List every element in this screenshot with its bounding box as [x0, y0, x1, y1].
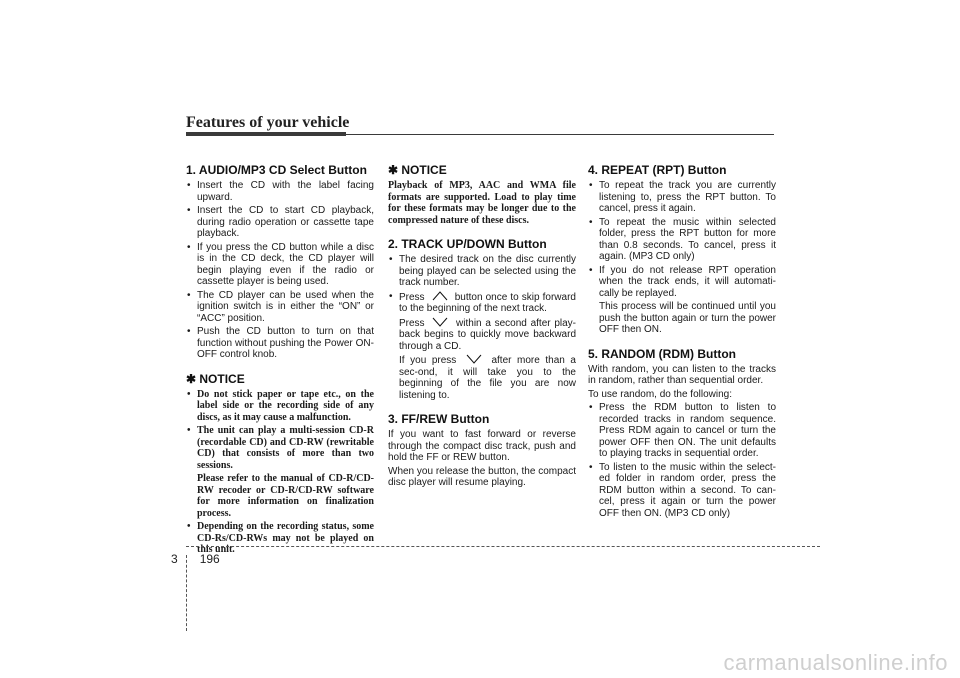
list-item: • To repeat the music within selected folder, press the RPT button for more than 0.8 seconds. To cancel, press it again. (MP3 CD only)	[588, 217, 776, 263]
repeat-list	[588, 180, 776, 336]
list-item	[186, 521, 374, 556]
ff-rew-paragraph: When you release the button, the compact disc player will resume playing.	[388, 465, 576, 488]
section-title-track: 2. TRACK UP/DOWN Button	[388, 237, 547, 251]
notice-list	[186, 389, 374, 556]
random-list	[588, 402, 776, 519]
sub-paragraph	[399, 354, 576, 401]
chapter-number: 3	[171, 552, 178, 566]
section-title-repeat: 4. REPEAT (RPT) Button	[588, 163, 727, 177]
column-3	[588, 163, 776, 521]
chevron-down-icon	[465, 354, 483, 364]
watermark: carmanualsonline.info	[723, 650, 948, 675]
section-title-audio-mp3: 1. AUDIO/MP3 CD Select Button	[186, 163, 367, 177]
notice-text: Playback of MP3, AAC and WMA file formats are supported. Load to play time for these formats may be longer due to the compressed nature of these discs.	[388, 180, 576, 226]
list-item	[186, 389, 374, 424]
text-segment: button once to skip forward to the beginning of the next track.	[399, 291, 576, 314]
list-item: • Insert the CD to start CD playback, during radio operation or cassette tape playback.	[186, 205, 374, 240]
list-item-extra: This process will be continued until you push the button again or turn the power OFF then ON.	[599, 301, 776, 335]
chevron-down-icon	[431, 317, 449, 327]
notice-block	[388, 180, 576, 226]
notice-item-extra: Please refer to the manual of CD-R/CD-RW recoder or CD-R/CD-RW software for more information on finalization process.	[197, 473, 374, 519]
header-bar	[186, 132, 346, 136]
list-item: • Press the RDM button to listen to recorded tracks in random sequence. Press RDM again to cancel or turn the power OFF then ON. The unit defaults to playing tracks in sequential order.	[588, 402, 776, 460]
list-item: • To listen to the music within the select-ed folder in random order, press the RDM button within a second. To can-cel, press it again or turn the power OFF then ON. (MP3 CD only)	[588, 462, 776, 520]
list-item	[588, 265, 776, 336]
ff-rew-paragraph: If you want to fast forward or reverse through the compact disc track, push and hold the FF or REW button.	[388, 429, 576, 463]
chevron-up-icon	[431, 291, 449, 301]
track-list	[388, 254, 576, 401]
notice-title: ✱ NOTICE	[388, 163, 447, 177]
list-item	[186, 425, 374, 519]
list-item: • The desired track on the disc currently being played can be selected using the track number.	[388, 254, 576, 289]
text-segment: within a second after play-back begins to quickly move backward through a CD.	[399, 317, 577, 352]
page-header-title: Features of your vehicle	[186, 114, 350, 131]
text-segment: If you press	[399, 355, 457, 366]
notice-title: ✱ NOTICE	[186, 371, 245, 386]
list-item: • To repeat the track you are currently listening to, press the RPT button. To cancel, press it again.	[588, 180, 776, 215]
footer-vertical-line	[186, 555, 187, 631]
notice-item-text: The unit can play a multi-session CD-R (recordable CD) and CD-RW (rewritable CD) that consists of more than two sessions.	[197, 425, 374, 471]
sub-paragraph	[399, 317, 576, 353]
page-number-value: 196	[199, 552, 220, 566]
section-title-ff-rew: 3. FF/REW Button	[388, 412, 490, 426]
column-2	[388, 163, 576, 491]
audio-mp3-list	[186, 180, 374, 361]
text-segment: Press	[399, 291, 425, 303]
random-paragraph: To use random, do the following:	[588, 388, 732, 400]
random-paragraph: With random, you can listen to the tracks in random, rather than sequential order.	[588, 363, 776, 386]
list-item: • The CD player can be used when the ignition switch is in either the “ON” or “ACC” position.	[186, 290, 374, 325]
list-item: • Push the CD button to turn on that function without pushing the Power ON-OFF control knob.	[186, 326, 374, 361]
list-item	[388, 291, 576, 402]
text-segment: after more than a sec-ond, it will take you to the beginning of the file you are now listening to.	[399, 355, 576, 401]
page-number	[171, 552, 220, 566]
list-item-text: If you do not release RPT operation when the track ends, it will automati-cally be replayed.	[599, 264, 776, 299]
text-segment: Press	[399, 317, 425, 329]
header-rule	[346, 134, 774, 135]
column-1	[186, 163, 374, 558]
list-item: • Insert the CD with the label facing upward.	[186, 180, 374, 203]
section-title-random: 5. RANDOM (RDM) Button	[588, 346, 736, 361]
footer-rule	[186, 546, 820, 547]
notice-item-text: Depending on the recording status, some CD-Rs/CD-RWs may not be played on this unit.	[197, 521, 374, 555]
notice-item-text: Do not stick paper or tape etc., on the label side or the recording side of any discs, as it may cause a malfunction.	[197, 388, 374, 423]
list-item: • If you press the CD button while a disc is in the CD deck, the CD player will begin playing even if the radio or cassette player is being used.	[186, 242, 374, 288]
